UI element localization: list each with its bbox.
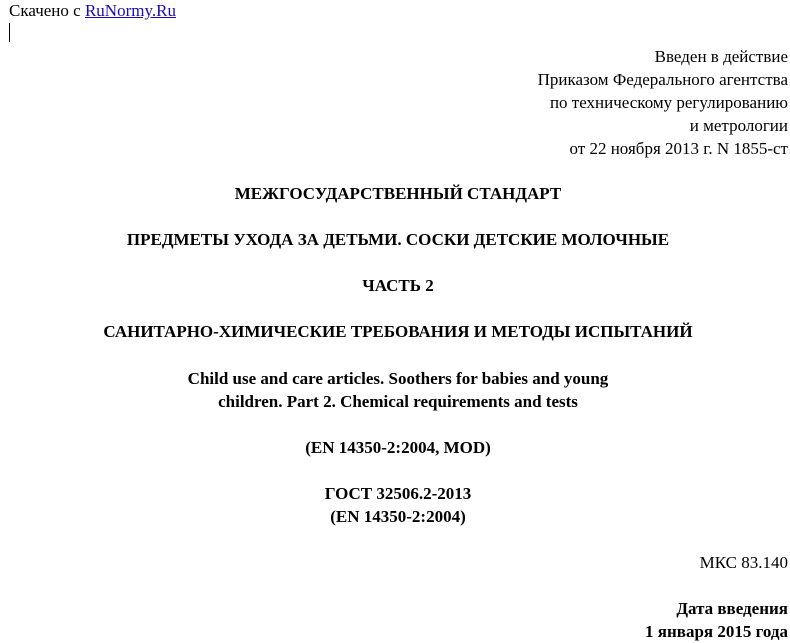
enactment-line: по техническому регулированию [549, 93, 788, 112]
mks-code: МКС 83.140 [699, 553, 788, 572]
source-prefix: Скачено с [9, 1, 85, 20]
gost-en-reference: (EN 14350-2:2004) [330, 507, 466, 526]
document-subtitle: САНИТАРНО-ХИМИЧЕСКИЕ ТРЕБОВАНИЯ И МЕТОДЫ ИСПЫТАНИЙ [103, 322, 693, 341]
introduction-date-label: Дата введения [676, 599, 788, 618]
english-title-line-2: children. Part 2. Chemical requirements and tests [218, 392, 578, 411]
enactment-block [388, 45, 788, 160]
source-link[interactable]: RuNormy.Ru [84, 1, 176, 20]
part-heading: ЧАСТЬ 2 [362, 276, 434, 295]
en-reference: (EN 14350-2:2004, MOD) [305, 438, 491, 457]
source-line [9, 1, 176, 21]
gost-number: ГОСТ 32506.2-2013 [324, 484, 472, 503]
enactment-line: и метрологии [689, 116, 788, 135]
introduction-date-value: 1 января 2015 года [645, 622, 788, 641]
enactment-line: Приказом Федерального агентства [537, 70, 788, 89]
enactment-line: от 22 ноября 2013 г. N 1855-ст [569, 139, 788, 158]
standard-type-heading: МЕЖГОСУДАРСТВЕННЫЙ СТАНДАРТ [234, 184, 562, 203]
text-cursor [9, 23, 10, 42]
document-title: ПРЕДМЕТЫ УХОДА ЗА ДЕТЬМИ. СОСКИ ДЕТСКИЕ МОЛОЧНЫЕ [126, 230, 670, 249]
enactment-line: Введен в действие [654, 47, 788, 66]
english-title-line-1: Child use and care articles. Soothers for babies and young [187, 369, 609, 388]
